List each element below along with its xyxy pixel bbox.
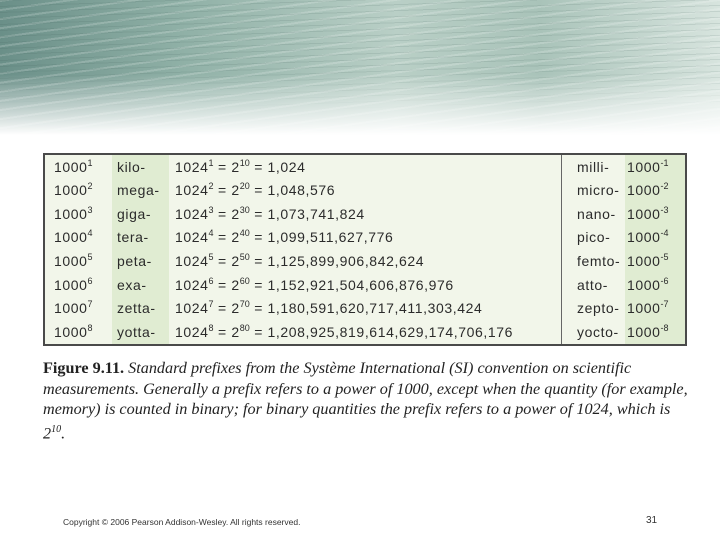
small-prefix-cell [577, 321, 619, 345]
decimal-exponent: 4 [87, 228, 93, 239]
power-of-two-exponent: 70 [239, 299, 250, 310]
decimal-power-cell [54, 156, 93, 180]
negative-power-cell [627, 156, 669, 180]
decimal-exponent: 1 [87, 157, 93, 168]
decimal-power-cell [54, 321, 93, 345]
power-of-two-exponent: 30 [239, 204, 250, 215]
decimal-base: 1000 [54, 323, 88, 340]
large-prefix: zetta- [117, 300, 156, 317]
decimal-base: 1000 [54, 205, 88, 222]
decimal-exponent: 6 [87, 275, 93, 286]
large-prefix: kilo- [117, 158, 146, 175]
small-prefix-cell [577, 226, 610, 250]
negative-exponent: -5 [660, 251, 669, 262]
large-prefix-cell [117, 321, 156, 345]
negative-base: 1000 [627, 252, 661, 269]
negative-exponent: -1 [660, 157, 669, 168]
small-prefix: atto- [577, 276, 609, 293]
binary-power-cell [175, 203, 365, 227]
small-prefix: micro- [577, 182, 620, 199]
binary-value: = 1,024 [249, 158, 306, 175]
decimal-base: 1000 [54, 158, 88, 175]
binary-exponent: 7 [208, 299, 214, 310]
negative-power-cell [627, 226, 669, 250]
power-of-two-base: = 2 [213, 205, 240, 222]
negative-base: 1000 [627, 276, 661, 293]
binary-base: 1024 [175, 229, 209, 246]
negative-base: 1000 [627, 229, 661, 246]
negative-power-cell [627, 297, 669, 321]
large-prefix-column [112, 155, 169, 344]
small-prefix: femto- [577, 252, 621, 269]
power-of-two-exponent: 40 [239, 228, 250, 239]
binary-base: 1024 [175, 276, 209, 293]
caption-line-2: measurements. Generally a prefix refers to a power of 1000, except when the quantity (for example, [43, 379, 688, 398]
large-prefix-cell [117, 250, 152, 274]
small-prefix-cell [577, 297, 620, 321]
negative-exponent: -6 [660, 275, 669, 286]
negative-power-cell [627, 203, 669, 227]
small-prefix-cell [577, 203, 616, 227]
binary-exponent: 6 [208, 275, 214, 286]
large-prefix-cell [117, 179, 160, 203]
power-of-two-base: = 2 [213, 276, 240, 293]
caption-line-1: Standard prefixes from the Système International (SI) convention on scientific [124, 359, 632, 377]
binary-exponent: 1 [208, 157, 214, 168]
small-prefix: milli- [577, 158, 610, 175]
small-prefix-cell [577, 156, 609, 180]
small-prefix-cell [577, 179, 619, 203]
negative-base: 1000 [627, 182, 661, 199]
decimal-power-cell [54, 226, 93, 250]
binary-exponent: 5 [208, 251, 214, 262]
large-prefix: peta- [117, 252, 152, 269]
binary-value: = 1,180,591,620,717,411,303,424 [249, 300, 483, 317]
binary-power-cell [175, 321, 513, 345]
binary-power-column [169, 155, 562, 344]
small-prefix: nano- [577, 205, 616, 222]
large-prefix: exa- [117, 276, 147, 293]
negative-power-cell [627, 321, 669, 345]
binary-value: = 1,208,925,819,614,629,174,706,176 [249, 323, 514, 340]
negative-exponent: -8 [660, 322, 669, 333]
caption-exponent: 10 [51, 423, 62, 435]
decimal-power-cell [54, 297, 93, 321]
large-prefix-cell [117, 203, 151, 227]
binary-exponent: 2 [208, 181, 214, 192]
decimal-exponent: 3 [87, 204, 93, 215]
page-number: 31 [646, 515, 658, 526]
power-of-two-base: = 2 [213, 182, 240, 199]
decimal-power-column [45, 155, 112, 344]
decimal-power-cell [54, 203, 93, 227]
negative-base: 1000 [627, 300, 661, 317]
large-prefix-cell [117, 297, 156, 321]
large-prefix: giga- [117, 205, 152, 222]
binary-value: = 1,099,511,627,776 [249, 229, 394, 246]
copyright-notice: Copyright © 2006 Pearson Addison-Wesley. All rights reserved. [63, 517, 301, 527]
power-of-two-base: = 2 [213, 300, 240, 317]
binary-base: 1024 [175, 252, 209, 269]
large-prefix: tera- [117, 229, 149, 246]
figure-caption [43, 358, 693, 443]
negative-power-column [625, 155, 685, 344]
negative-power-cell [627, 179, 669, 203]
header-banner-texture [0, 0, 720, 110]
large-prefix-cell [117, 156, 146, 180]
power-of-two-base: = 2 [213, 323, 240, 340]
binary-exponent: 3 [208, 204, 214, 215]
binary-value: = 1,048,576 [249, 182, 336, 199]
binary-power-cell [175, 274, 454, 298]
binary-value: = 1,073,741,824 [249, 205, 365, 222]
negative-exponent: -4 [660, 228, 669, 239]
binary-exponent: 4 [208, 228, 214, 239]
caption-line-3: memory) is counted in binary; for binary quantities the prefix refers to a power of 1024, which is 2 [43, 400, 671, 442]
binary-power-cell [175, 226, 393, 250]
power-of-two-exponent: 10 [239, 157, 250, 168]
decimal-power-cell [54, 179, 93, 203]
small-prefix: pico- [577, 229, 611, 246]
negative-exponent: -7 [660, 299, 669, 310]
binary-power-cell [175, 250, 424, 274]
negative-exponent: -2 [660, 181, 669, 192]
large-prefix-cell [117, 226, 149, 250]
power-of-two-exponent: 80 [239, 322, 250, 333]
small-prefix-cell [577, 274, 608, 298]
decimal-power-cell [54, 274, 93, 298]
binary-base: 1024 [175, 205, 209, 222]
negative-base: 1000 [627, 205, 661, 222]
decimal-base: 1000 [54, 300, 88, 317]
negative-base: 1000 [627, 323, 661, 340]
binary-base: 1024 [175, 300, 209, 317]
negative-base: 1000 [627, 158, 661, 175]
binary-base: 1024 [175, 158, 209, 175]
binary-power-cell [175, 297, 482, 321]
small-prefix: yocto- [577, 323, 619, 340]
decimal-exponent: 8 [87, 322, 93, 333]
binary-exponent: 8 [208, 322, 214, 333]
binary-value: = 1,125,899,906,842,624 [249, 252, 425, 269]
decimal-exponent: 7 [87, 299, 93, 310]
negative-power-cell [627, 250, 669, 274]
power-of-two-base: = 2 [213, 252, 240, 269]
negative-power-cell [627, 274, 669, 298]
large-prefix: mega- [117, 182, 160, 199]
decimal-base: 1000 [54, 229, 88, 246]
power-of-two-base: = 2 [213, 158, 240, 175]
power-of-two-exponent: 50 [239, 251, 250, 262]
binary-power-cell [175, 156, 306, 180]
small-prefix-column [563, 155, 625, 344]
si-prefix-table [43, 153, 687, 346]
large-prefix-cell [117, 274, 147, 298]
figure-label: Figure 9.11. [43, 359, 125, 377]
power-of-two-exponent: 20 [239, 181, 250, 192]
binary-base: 1024 [175, 182, 209, 199]
decimal-power-cell [54, 250, 93, 274]
small-prefix-cell [577, 250, 620, 274]
negative-exponent: -3 [660, 204, 669, 215]
decimal-base: 1000 [54, 276, 88, 293]
small-prefix: zepto- [577, 300, 620, 317]
binary-power-cell [175, 179, 335, 203]
large-prefix: yotta- [117, 323, 156, 340]
caption-line-3-end: . [61, 423, 66, 442]
decimal-base: 1000 [54, 182, 88, 199]
binary-value: = 1,152,921,504,606,876,976 [249, 276, 454, 293]
decimal-exponent: 5 [87, 251, 93, 262]
decimal-exponent: 2 [87, 181, 93, 192]
power-of-two-base: = 2 [213, 229, 240, 246]
power-of-two-exponent: 60 [239, 275, 250, 286]
decimal-base: 1000 [54, 252, 88, 269]
binary-base: 1024 [175, 323, 209, 340]
